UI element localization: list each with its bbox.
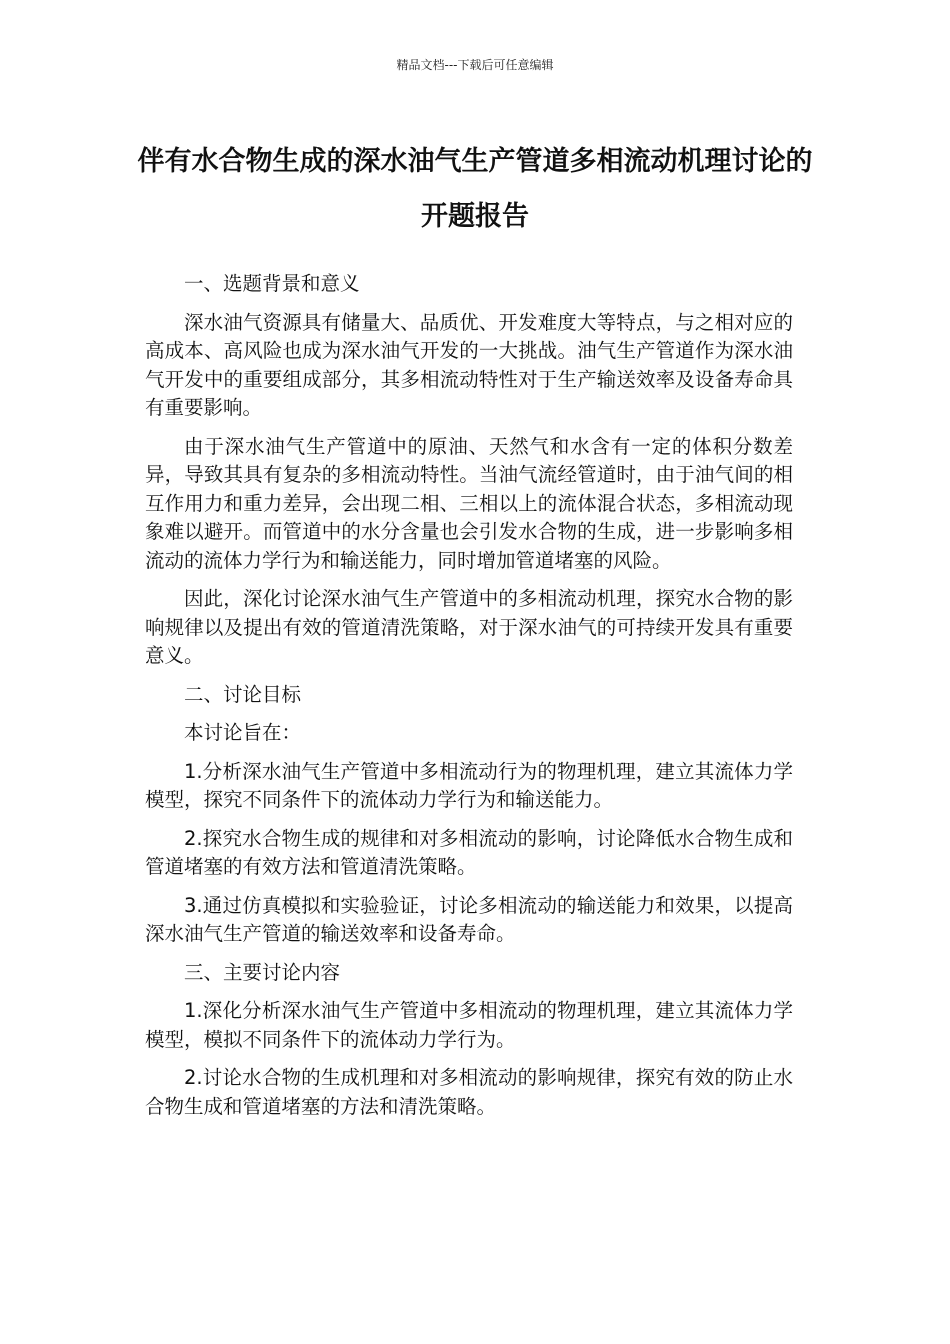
section-heading-objectives: 二、讨论目标: [184, 682, 302, 706]
paragraph-background-1: 深水油气资源具有储量大、品质优、开发难度大等特点，与之相对应的高成本、高风险也成为深水油气开发的一大挑战。油气生产管道作为深水油气开发中的重要组成部分，其多相流动特性对于生产输送效率及设备寿命具有重要影响。: [145, 310, 793, 419]
content-item-1: 1.深化分析深水油气生产管道中多相流动的物理机理，建立其流体力学模型，模拟不同条件下的流体动力学行为。: [145, 999, 793, 1051]
paragraph-objectives-intro: 本讨论旨在：: [184, 721, 302, 744]
page-header: 精品文档---下载后可任意编辑: [396, 58, 554, 72]
objective-item-1: 1.分析深水油气生产管道中多相流动行为的物理机理，建立其流体力学模型，探究不同条件下的流体动力学行为和输送能力。: [145, 759, 793, 811]
objective-item-2: 2.探究水合物生成的规律和对多相流动的影响，讨论降低水合物生成和管道堵塞的有效方法和管道清洗策略。: [145, 826, 793, 878]
content-item-2: 2.讨论水合物的生成机理和对多相流动的影响规律，探究有效的防止水合物生成和管道堵塞的方法和清洗策略。: [145, 1066, 793, 1118]
objective-item-3: 3.通过仿真模拟和实验验证，讨论多相流动的输送能力和效果，以提高深水油气生产管道的输送效率和设备寿命。: [145, 893, 793, 945]
paragraph-background-3: 因此，深化讨论深水油气生产管道中的多相流动机理，探究水合物的影响规律以及提出有效的管道清洗策略，对于深水油气的可持续开发具有重要意义。: [145, 587, 793, 667]
paragraph-background-2: 由于深水油气生产管道中的原油、天然气和水含有一定的体积分数差异，导致其具有复杂的多相流动特性。当油气流经管道时，由于油气间的相互作用力和重力差异，会出现二相、三相以上的流体混合状态，多相流动现象难以避开。而管道中的水分含量也会引发水合物的生成，进一步影响多相流动的流体力学行为和输送能力，同时增加管道堵塞的风险。: [145, 434, 793, 572]
section-heading-background: 一、选题背景和意义: [184, 272, 360, 295]
document-body: [145, 270, 793, 1131]
document-title: 伴有水合物生成的深水油气生产管道多相流动机理讨论的开题报告: [137, 146, 813, 232]
section-heading-content: 三、主要讨论内容: [184, 960, 341, 984]
